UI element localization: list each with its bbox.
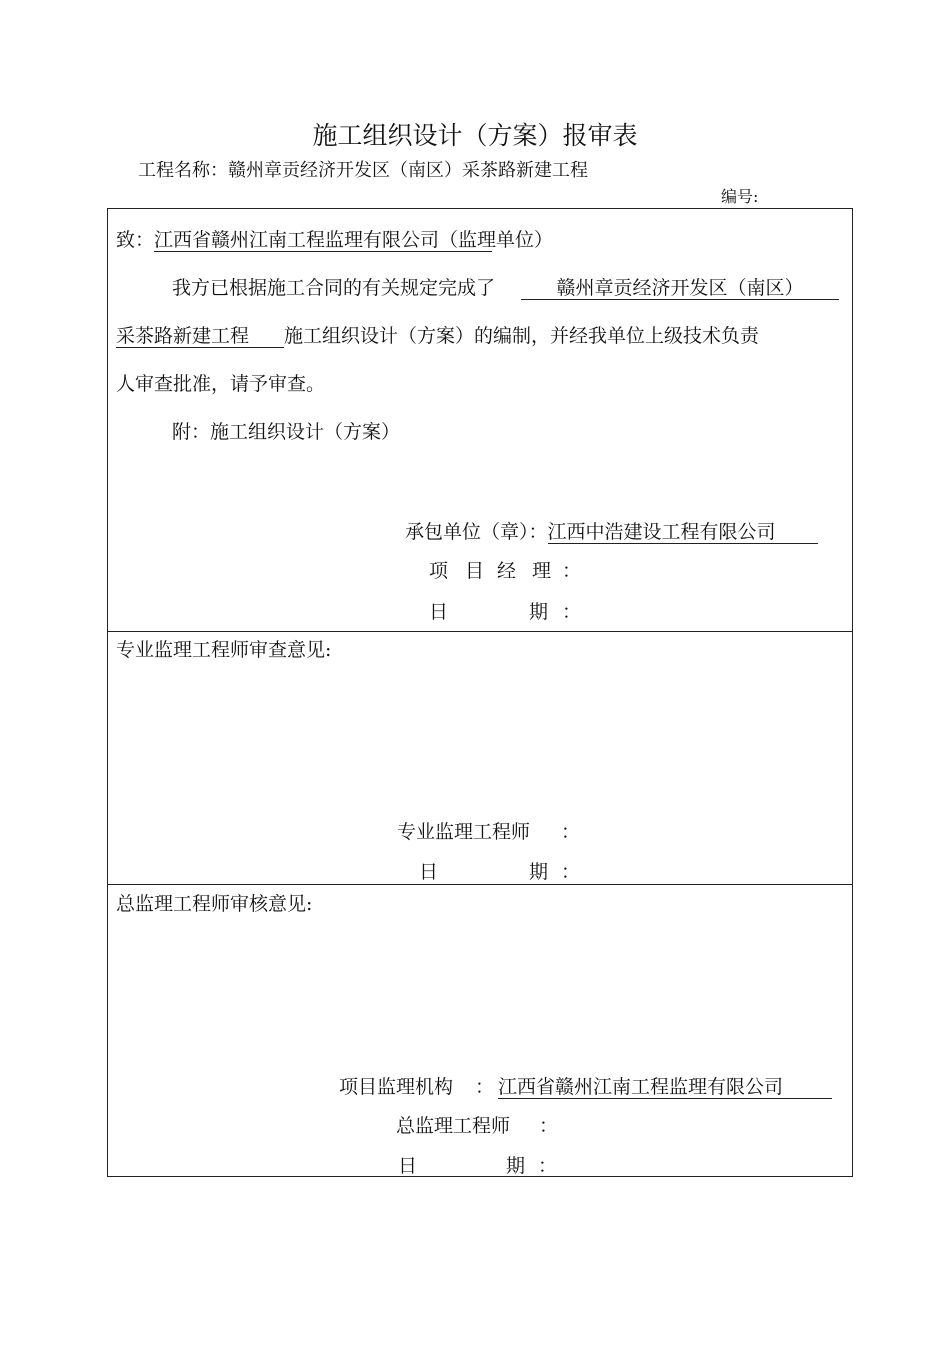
contractor-field[interactable] xyxy=(548,517,818,544)
date-char-ri: 日 xyxy=(419,861,439,883)
project-field-1[interactable] xyxy=(521,273,839,300)
date-char-qi: 期 xyxy=(529,601,549,623)
engineer-review-heading: 专业监理工程师审查意见: xyxy=(116,639,332,661)
row-divider-2 xyxy=(108,884,852,885)
to-line xyxy=(116,225,554,252)
org-label: 项目监理机构 xyxy=(339,1076,454,1098)
date-colon: ： xyxy=(538,1155,558,1177)
body-line-3: 人审查批准，请予审查。 xyxy=(116,373,326,395)
org-field[interactable] xyxy=(498,1072,832,1099)
contractor-label: 承包单位（章）： xyxy=(405,521,548,543)
manager-char-3: 经 xyxy=(497,560,517,582)
org-colon: ： xyxy=(475,1076,495,1098)
attachment: 附：施工组织设计（方案） xyxy=(172,421,401,443)
manager-char-2: 目 xyxy=(465,560,485,582)
to-unit-field[interactable] xyxy=(154,225,554,252)
to-label: 致： xyxy=(116,229,155,251)
body-prefix: 我方已根据施工合同的有关规定完成了 xyxy=(172,277,496,299)
date-colon: ： xyxy=(562,601,582,623)
engineer-line xyxy=(397,817,581,844)
project-field-2[interactable] xyxy=(116,321,284,348)
chief-label: 总监理工程师 xyxy=(396,1115,511,1137)
engineer-colon: ： xyxy=(561,821,581,843)
contractor-value: 江西中浩建设工程有限公司 xyxy=(547,521,776,543)
date-char-ri: 日 xyxy=(429,601,449,623)
date-colon: ： xyxy=(561,861,581,883)
date-char-qi: 期 xyxy=(506,1155,526,1177)
chief-colon: ： xyxy=(539,1115,559,1137)
review-table xyxy=(107,208,853,1177)
org-line xyxy=(339,1072,832,1099)
project-part2: 采茶路新建工程 xyxy=(116,325,250,347)
to-unit-value: 江西省赣州江南工程监理有限公司（监理单位） xyxy=(154,229,554,251)
body-line-2 xyxy=(116,321,759,348)
contractor-line xyxy=(405,517,818,544)
date-char-qi: 期 xyxy=(529,861,549,883)
date-char-ri: 日 xyxy=(398,1155,418,1177)
manager-colon: ： xyxy=(562,560,582,582)
chief-review-heading: 总监理工程师审核意见: xyxy=(116,893,313,915)
form-title: 施工组织设计（方案）报审表 xyxy=(312,121,638,150)
body-line-1 xyxy=(172,273,839,300)
chief-line xyxy=(396,1111,559,1138)
engineer-label: 专业监理工程师 xyxy=(397,821,531,843)
row-divider-1 xyxy=(108,631,852,632)
project-name: 工程名称：赣州章贡经济开发区（南区）采茶路新建工程 xyxy=(138,160,588,181)
code-label: 编号: xyxy=(721,187,759,206)
project-part1: 赣州章贡经济开发区（南区） xyxy=(556,277,804,299)
manager-char-4: 理 xyxy=(532,560,552,582)
manager-char-1: 项 xyxy=(429,560,449,582)
body-line2-rest: 施工组织设计（方案）的编制，并经我单位上级技术负责 xyxy=(284,325,760,347)
org-value: 江西省赣州江南工程监理有限公司 xyxy=(498,1076,784,1098)
